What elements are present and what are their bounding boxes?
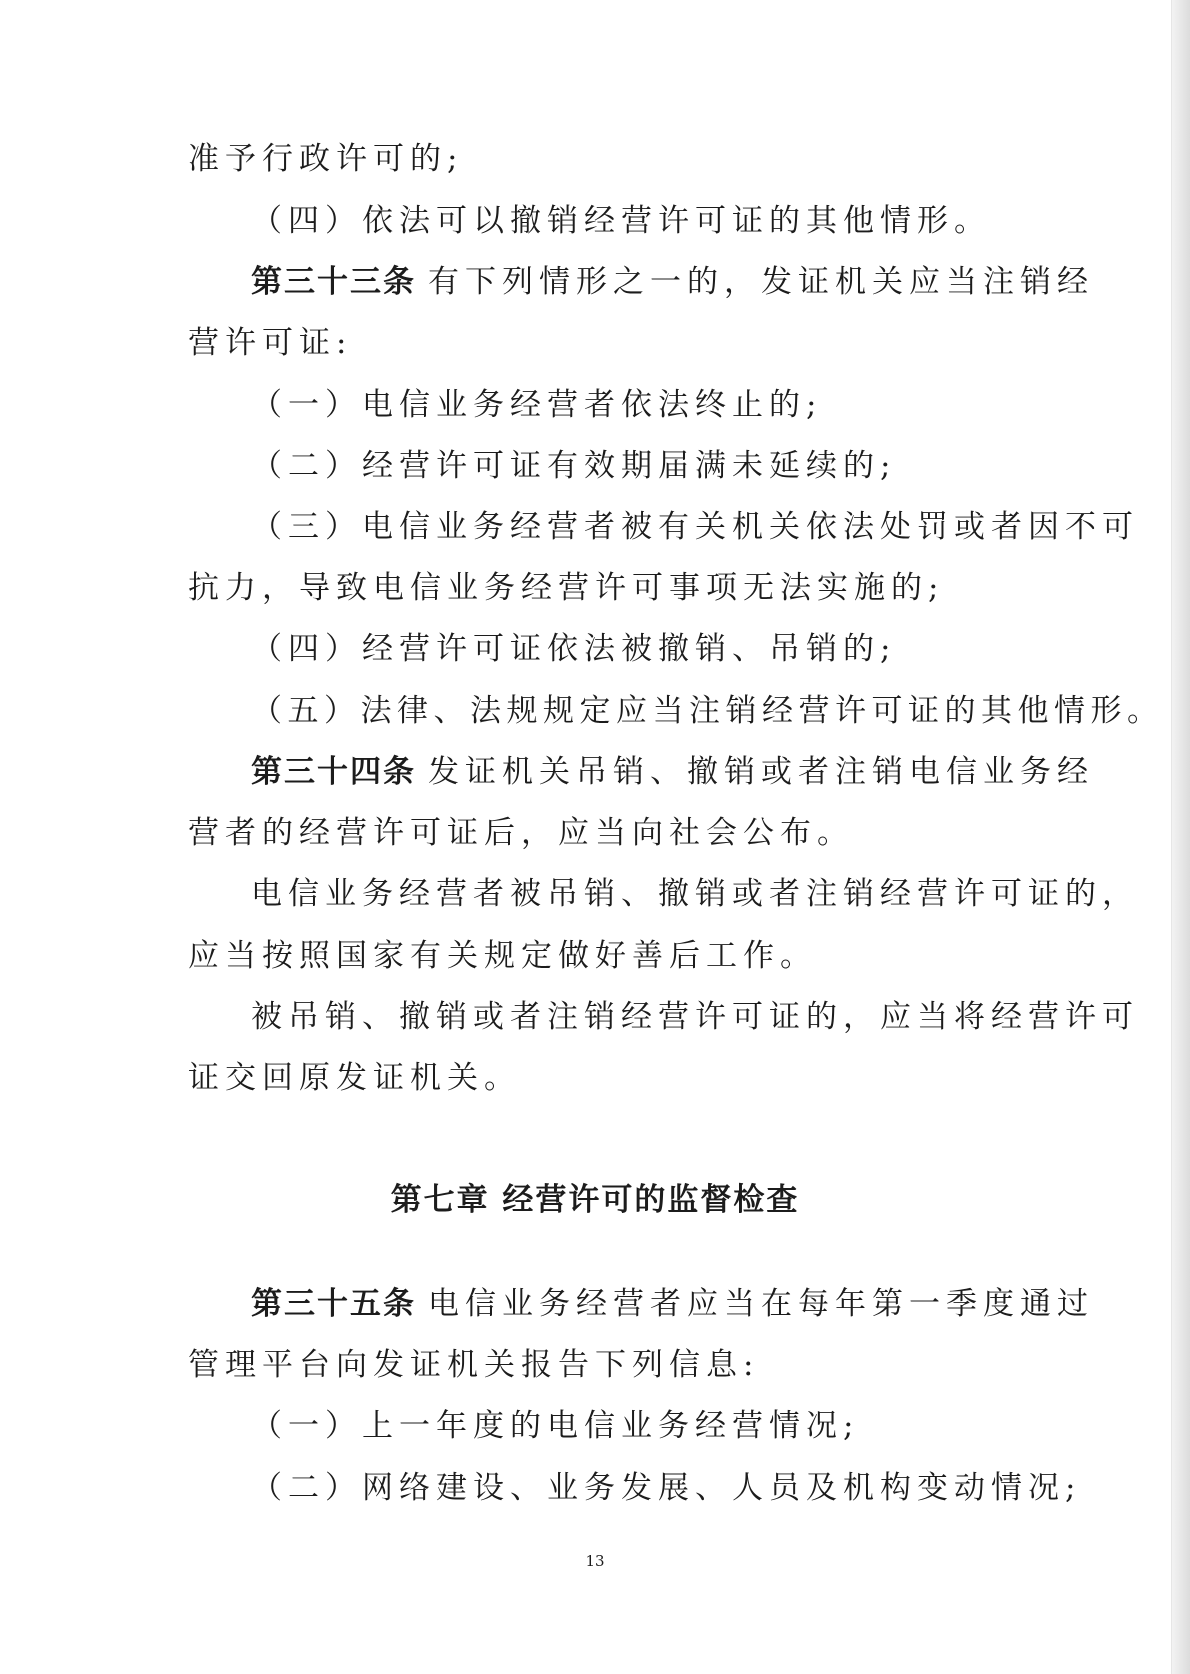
text-line: （四）经营许可证依法被撤销、吊销的; [251, 631, 897, 667]
text-line: （二）网络建设、业务发展、人员及机构变动情况; [251, 1470, 1082, 1506]
article-33-line: 第三十三条 有下列情形之一的，发证机关应当注销经 [251, 264, 1094, 300]
article-heading: 第三十三条 [251, 264, 416, 300]
article-heading: 第三十五条 [251, 1286, 416, 1322]
text-line: （四）依法可以撤销经营许可证的其他情形。 [251, 203, 991, 239]
text-line: 被吊销、撤销或者注销经营许可证的，应当将经营许可 [251, 999, 1139, 1035]
article-34-line: 第三十四条 发证机关吊销、撤销或者注销电信业务经 [251, 754, 1094, 790]
text-line: 管理平台向发证机关报告下列信息: [188, 1347, 760, 1383]
text-line: 抗力，导致电信业务经营许可事项无法实施的; [188, 570, 945, 606]
text-line: 应当按照国家有关规定做好善后工作。 [188, 938, 817, 974]
text-line: （一）电信业务经营者依法终止的; [251, 387, 823, 423]
article-heading: 第三十四条 [251, 754, 416, 790]
page-number: 13 [585, 1552, 605, 1570]
text-line: 营许可证: [188, 325, 353, 361]
chapter-title: 第七章 经营许可的监督检查 [390, 1182, 800, 1218]
text-line: 营者的经营许可证后，应当向社会公布。 [188, 815, 854, 851]
text-line: （一）上一年度的电信业务经营情况; [251, 1408, 860, 1444]
text-line: 准予行政许可的; [188, 141, 464, 177]
text-line: （三）电信业务经营者被有关机关依法处罚或者因不可 [251, 509, 1139, 545]
text-line: 电信业务经营者被吊销、撤销或者注销经营许可证的， [251, 876, 1139, 912]
text-line: （五）法律、法规规定应当注销经营许可证的其他情形。 [251, 693, 1164, 729]
text-line: （二）经营许可证有效期届满未延续的; [251, 448, 897, 484]
page-edge [1171, 0, 1190, 1674]
article-35-line: 第三十五条 电信业务经营者应当在每年第一季度通过 [251, 1286, 1094, 1322]
text-line: 证交回原发证机关。 [188, 1060, 521, 1096]
